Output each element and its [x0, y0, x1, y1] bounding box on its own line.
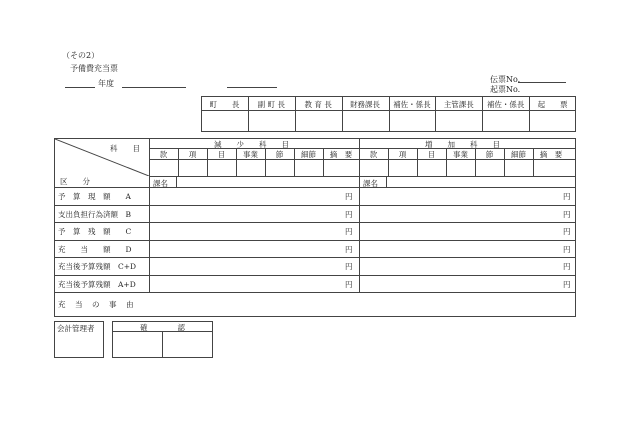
increase-subcol-4: 節 — [485, 150, 494, 159]
approval-col-label: 財務課長 — [350, 100, 381, 109]
decrease-yen-unit: 円 — [345, 279, 353, 289]
approval-stamp-cell[interactable] — [529, 111, 576, 131]
increase-yen-unit: 円 — [563, 262, 571, 271]
row-divider — [54, 205, 576, 206]
decrease-yen-unit: 円 — [345, 227, 353, 236]
row-label: 充 当 額 D — [58, 244, 132, 254]
increase-subcol-2: 目 — [427, 150, 436, 159]
row-label: 充当後予算残額 C+D — [58, 262, 137, 271]
label-column-divider — [149, 138, 150, 292]
confirm-label: 確 認 — [140, 323, 185, 332]
row-label: 充当後予算残額 A+D — [58, 279, 136, 289]
approval-col-label: 主管課長 — [443, 100, 474, 109]
row-divider — [54, 222, 576, 223]
increase-subcol-0: 款 — [369, 150, 378, 159]
reason-field[interactable] — [149, 292, 576, 317]
decrease-yen-unit: 円 — [345, 262, 353, 271]
header-row-3-line — [149, 176, 576, 177]
kamoku-label: 科 目 — [110, 144, 140, 153]
row-divider — [54, 240, 576, 241]
year-blank-1 — [65, 87, 95, 88]
approval-col-label: 補佐・係長 — [486, 100, 525, 109]
increase-header: 増 加 科 目 — [425, 140, 500, 149]
header-blank-3 — [227, 87, 277, 88]
row-label: 予 算 残 額 C — [58, 227, 132, 236]
confirm-divider — [162, 331, 163, 358]
approval-col-label: 起 票 — [537, 100, 568, 109]
approval-stamp-cell[interactable] — [295, 111, 342, 131]
increase-kamei-divider — [386, 176, 387, 187]
decrease-yen-unit: 円 — [345, 192, 353, 201]
increase-subcol-3: 事業 — [453, 150, 468, 159]
decrease-kamei-divider — [176, 176, 177, 187]
increase-yen-unit: 円 — [563, 244, 571, 254]
increase-subcol-6: 摘 要 — [539, 150, 563, 159]
approval-stamp-cell[interactable] — [482, 111, 529, 131]
approval-col-label: 副 町 長 — [257, 100, 285, 109]
approval-stamp-cell[interactable] — [435, 111, 482, 131]
increase-yen-unit: 円 — [563, 227, 571, 236]
kihyo-no-label: 起票No. — [490, 85, 521, 94]
approval-col-label: 教 育 長 — [304, 100, 332, 109]
increase-kamei-label: 課名 — [363, 179, 378, 188]
approval-col-label: 町 長 — [209, 100, 240, 109]
decrease-subcol-4: 節 — [275, 150, 284, 159]
decrease-subcol-0: 款 — [159, 150, 168, 159]
decrease-subcol-6: 摘 要 — [329, 150, 353, 159]
decrease-subcol-3: 事業 — [243, 150, 258, 159]
increase-subcol-1: 項 — [398, 150, 407, 159]
section-divider — [359, 138, 360, 292]
form-title: 予備費充当票 — [70, 64, 118, 73]
row-label: 支出負担行為済額 B — [58, 209, 132, 219]
increase-yen-unit: 円 — [563, 209, 571, 219]
approval-stamp-cell[interactable] — [248, 111, 295, 131]
decrease-yen-unit: 円 — [345, 244, 353, 254]
decrease-subcol-1: 項 — [188, 150, 197, 159]
row-label: 予 算 現 額 A — [58, 192, 131, 201]
kamei-row-line — [54, 187, 576, 188]
year-label: 年度 — [98, 79, 114, 88]
decrease-header: 減 少 科 目 — [214, 140, 289, 149]
reason-label: 充 当 の 事 由 — [58, 300, 135, 309]
accountant-label: 会計管理者 — [57, 324, 95, 333]
decrease-kamei-label: 課名 — [153, 179, 168, 188]
decrease-subcol-2: 目 — [217, 150, 226, 159]
decrease-yen-unit: 円 — [345, 209, 353, 219]
approval-stamp-cell[interactable] — [389, 111, 436, 131]
year-blank-2 — [122, 87, 186, 88]
denpyo-no-label: 伝票No. — [490, 75, 521, 84]
decrease-subcol-5: 細節 — [301, 150, 316, 159]
increase-subcol-5: 細節 — [511, 150, 526, 159]
increase-yen-unit: 円 — [563, 192, 571, 201]
form-sub-number: （その2） — [62, 51, 100, 60]
kubun-label: 区 分 — [60, 177, 90, 186]
denpyo-no-field[interactable] — [518, 82, 566, 83]
approval-stamp-cell[interactable] — [342, 111, 389, 131]
increase-yen-unit: 円 — [563, 279, 571, 289]
row-divider — [54, 275, 576, 276]
approval-col-label: 補佐・係長 — [393, 100, 431, 109]
row-divider — [54, 257, 576, 258]
approval-stamp-cell[interactable] — [201, 111, 248, 131]
